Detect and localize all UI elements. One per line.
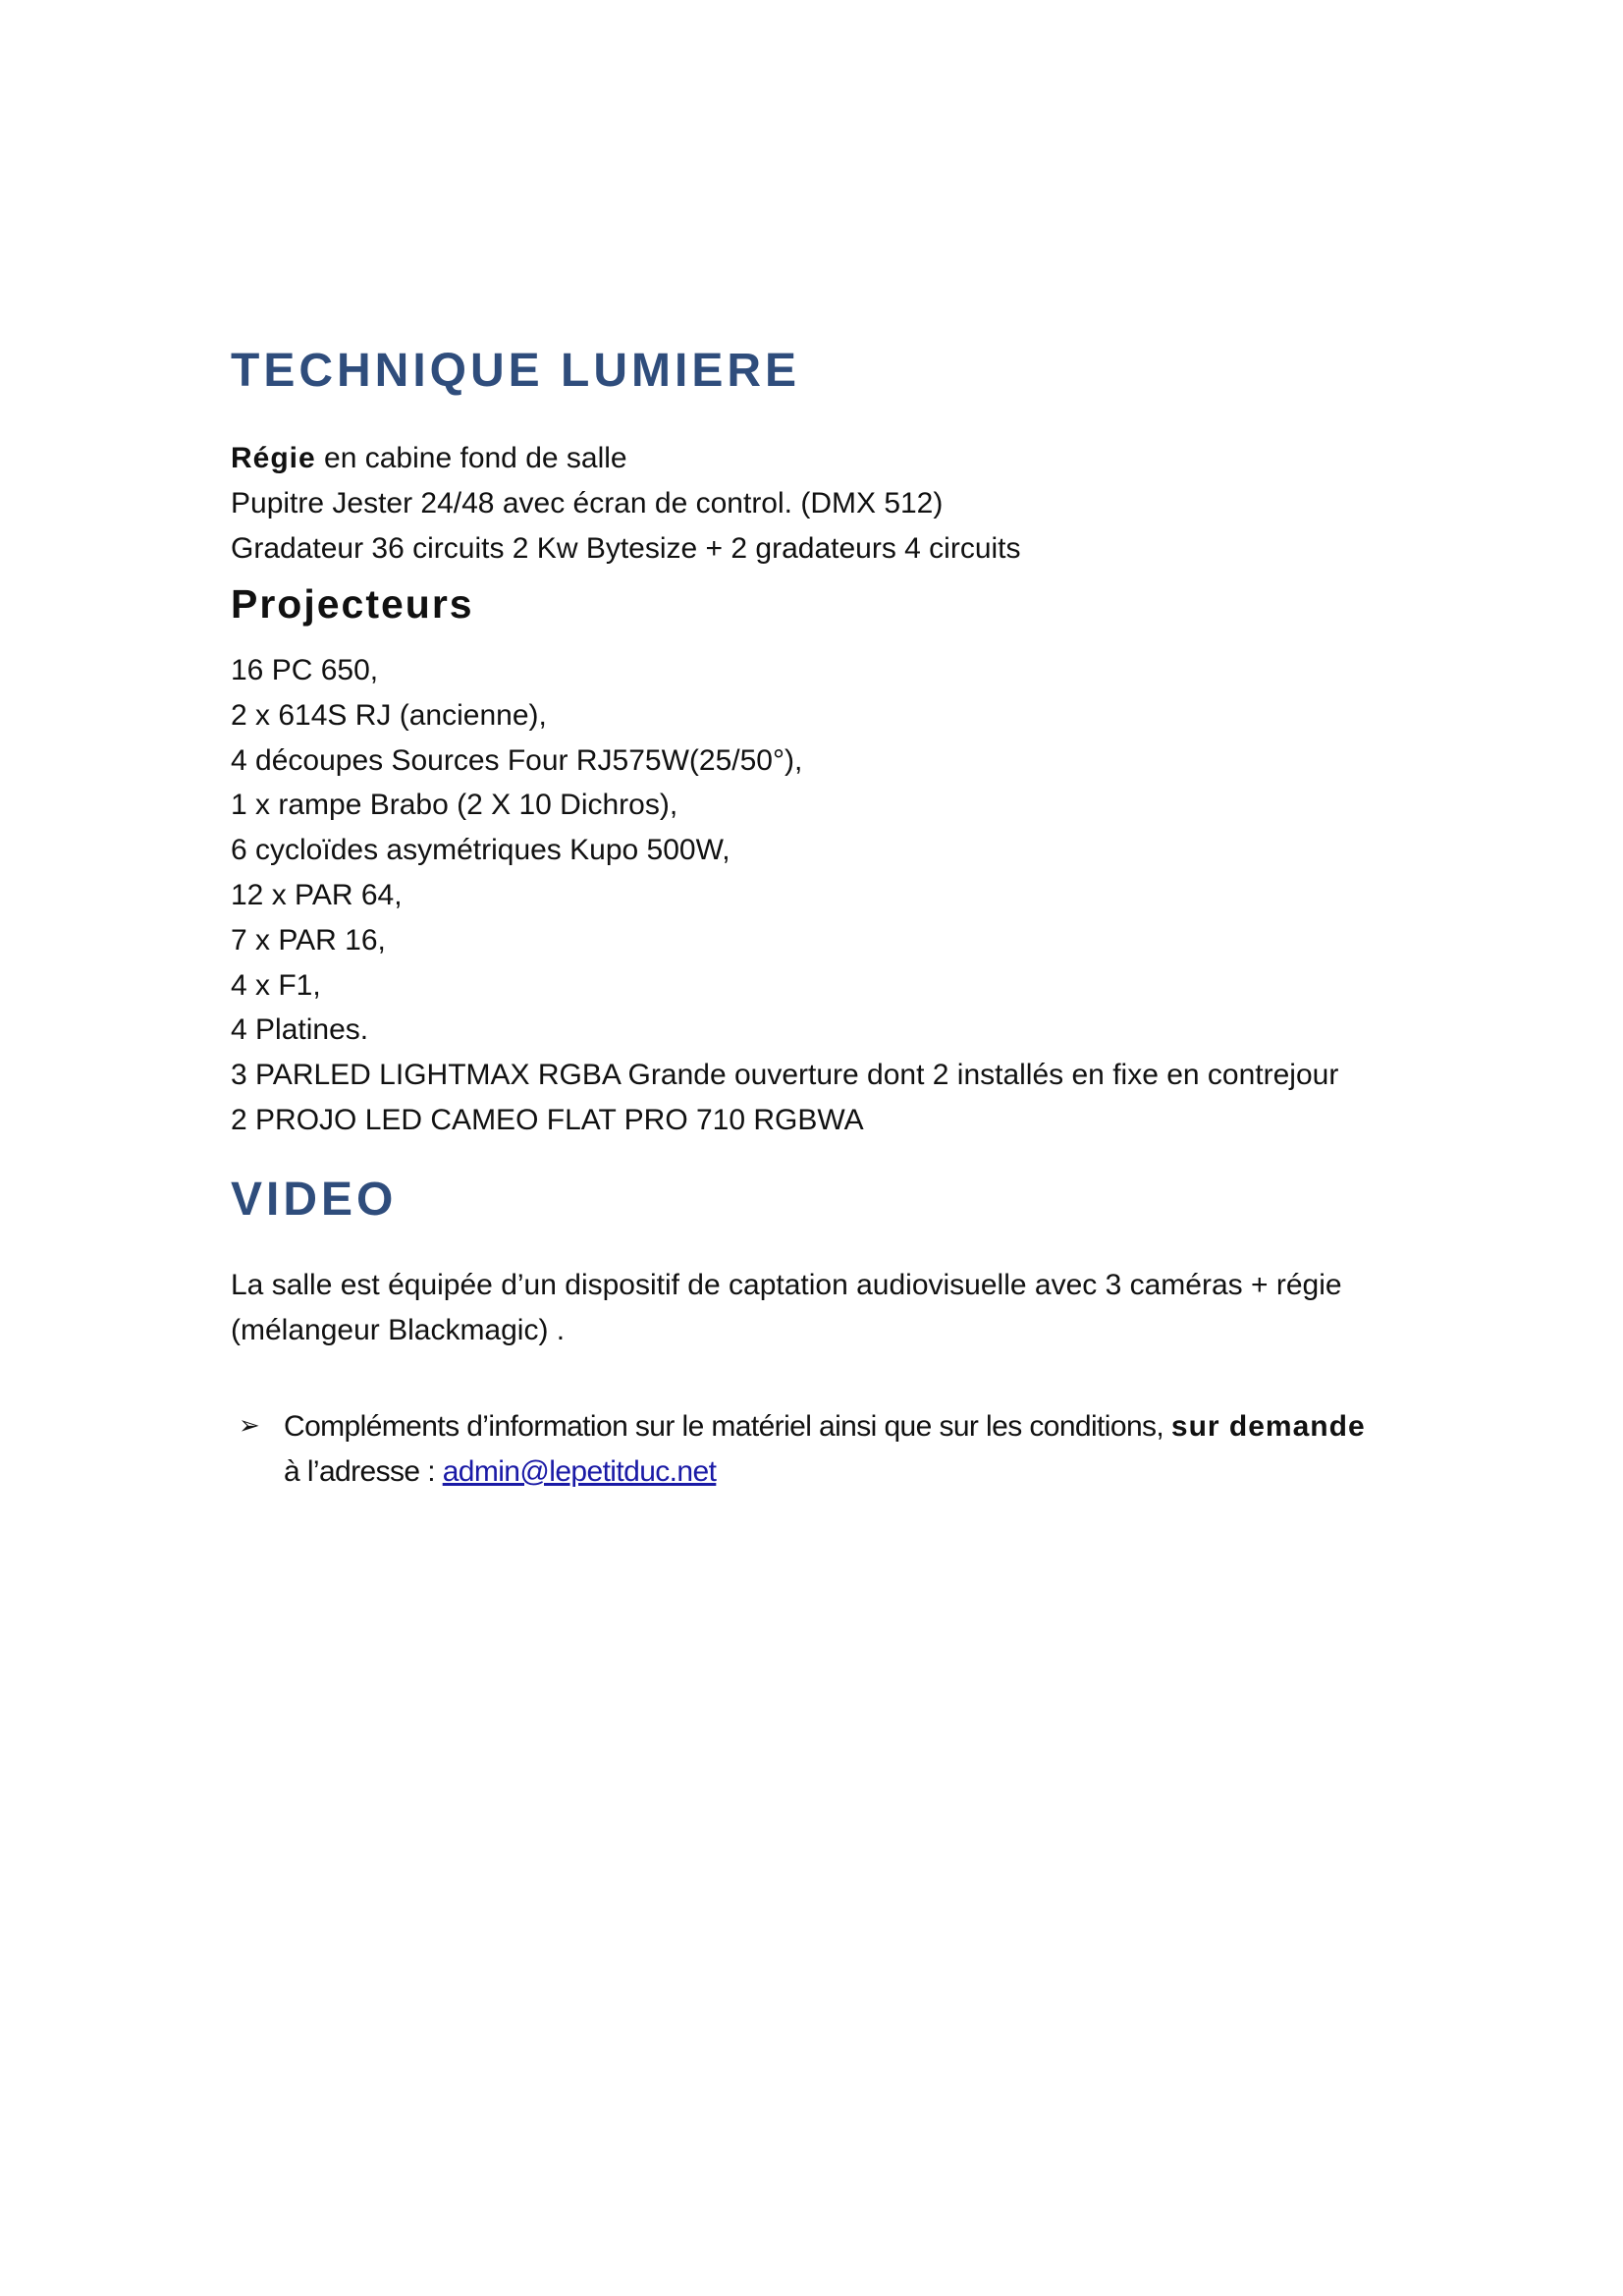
list-item: 3 PARLED LIGHTMAX RGBA Grande ouverture dont 2 installés en fixe en contrejour: [231, 1059, 1339, 1092]
video-paragraph: La salle est équipée d’un dispositif de captation audiovisuelle avec 3 caméras + régie (mélangeur Blackmagic) .: [231, 1269, 1342, 1346]
list-item: 2 x 614S RJ (ancienne),: [231, 698, 547, 732]
gradateur-line: Gradateur 36 circuits 2 Kw Bytesize + 2 gradateurs 4 circuits: [231, 532, 1021, 565]
lumiere-heading: TECHNIQUE LUMIERE: [231, 345, 801, 397]
info-note: [284, 1404, 1403, 1495]
note-bold: sur demande: [1170, 1410, 1366, 1443]
list-item: 4 Platines.: [231, 1013, 369, 1047]
note-text-before: Compléments d’information sur le matériel ainsi que sur les conditions,: [284, 1410, 1171, 1443]
list-item: 6 cycloïdes asymétriques Kupo 500W,: [231, 834, 730, 867]
projecteurs-heading: Projecteurs: [231, 581, 474, 627]
pupitre-line: Pupitre Jester 24/48 avec écran de control. (DMX 512): [231, 487, 944, 519]
list-item: 1 x rampe Brabo (2 X 10 Dichros),: [231, 789, 678, 822]
list-item: 4 découpes Sources Four RJ575W(25/50°),: [231, 743, 803, 777]
list-item: 12 x PAR 64,: [231, 878, 403, 911]
arrow-bullet-icon: ➢: [239, 1410, 260, 1440]
list-item: 2 PROJO LED CAMEO FLAT PRO 710 RGBWA: [231, 1103, 864, 1136]
email-link[interactable]: admin@lepetitduc.net: [442, 1455, 717, 1488]
note-text-after: à l’adresse :: [284, 1455, 443, 1488]
regie-label: Régie: [231, 442, 316, 474]
projecteurs-list: [231, 648, 1338, 1143]
regie-line: [231, 436, 627, 481]
video-heading: VIDEO: [231, 1174, 398, 1226]
list-item: 16 PC 650,: [231, 654, 379, 686]
list-item: 7 x PAR 16,: [231, 923, 386, 957]
list-item: 4 x F1,: [231, 968, 321, 1002]
regie-text: en cabine fond de salle: [315, 442, 627, 474]
